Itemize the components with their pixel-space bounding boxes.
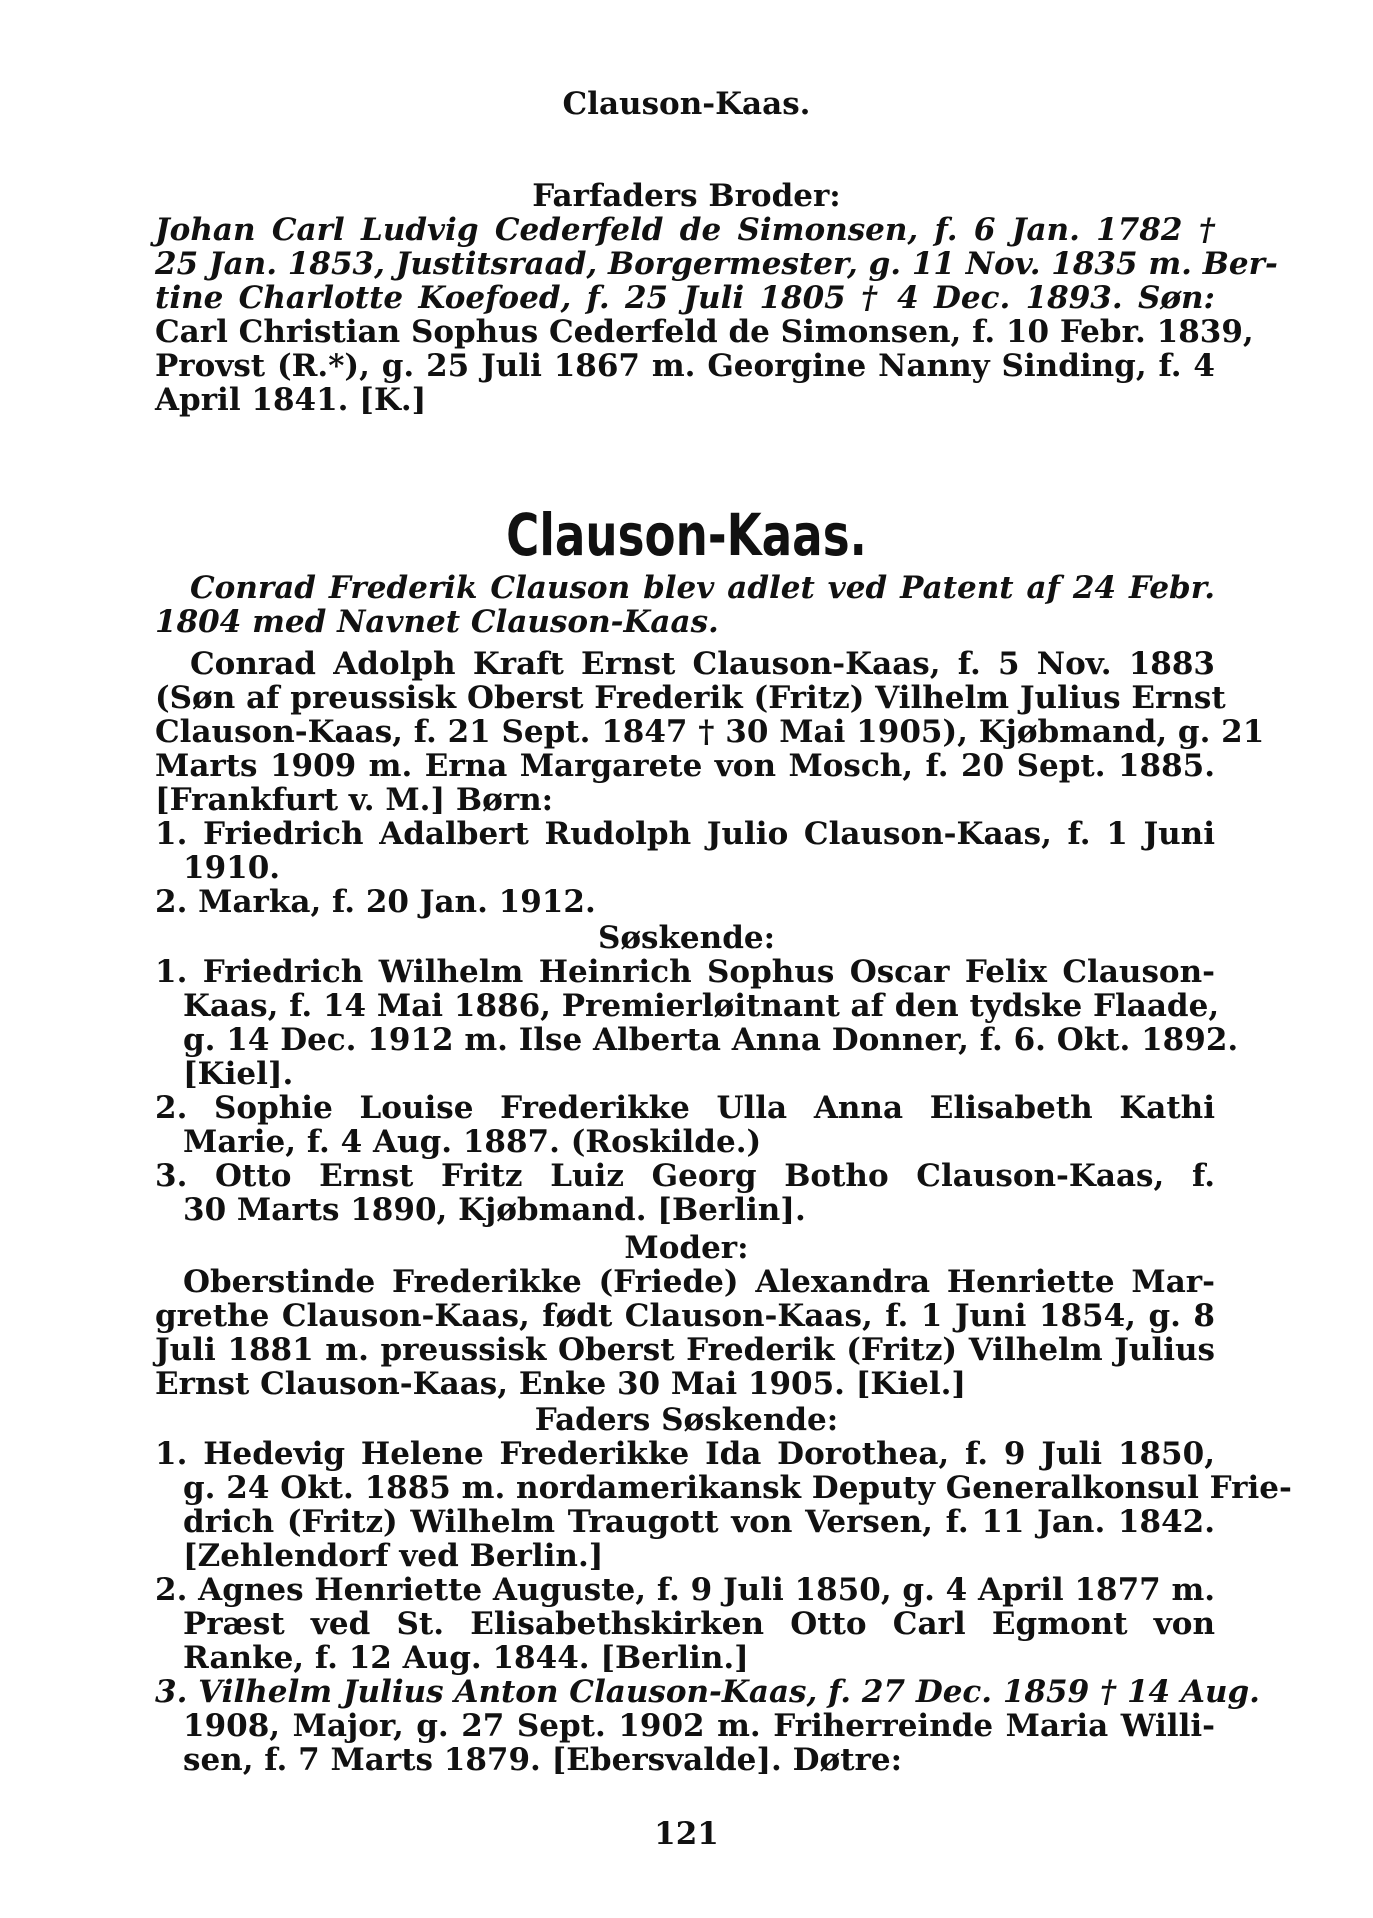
section-heading: Moder: xyxy=(624,1230,749,1266)
section-heading: Søskende: xyxy=(597,920,776,956)
intro-line: 1804 med Navnet Clauson-Kaas. xyxy=(155,604,719,640)
text-line: Carl Christian Sophus Cederfeld de Simonsen, f. 10 Febr. 1839, xyxy=(155,314,1254,350)
list-item: 2. Agnes Henriette Auguste, f. 9 Juli 1850, g. 4 April 1877 m. xyxy=(155,1572,1216,1608)
text-line: Marie, f. 4 Aug. 1887. (Roskilde.) xyxy=(183,1124,762,1160)
list-item: 1. Friedrich Wilhelm Heinrich Sophus Oscar Felix Clauson- xyxy=(155,954,1215,990)
section-heading: Farfaders Broder: xyxy=(532,178,841,214)
section-heading: Faders Søskende: xyxy=(534,1402,839,1438)
text-line: 1910. xyxy=(183,850,281,886)
text-line: Johan Carl Ludvig Cederfeld de Simonsen, f. 6 Jan. 1782 † xyxy=(155,212,1215,248)
text-line: 25 Jan. 1853, Justitsraad, Borgermester, g. 11 Nov. 1835 m. Ber- xyxy=(155,246,1278,282)
text-line: Conrad Adolph Kraft Ernst Clauson-Kaas, f. 5 Nov. 1883 xyxy=(190,646,1215,682)
text-line: Clauson-Kaas, f. 21 Sept. 1847 † 30 Mai 1905), Kjøbmand, g. 21 xyxy=(155,714,1265,750)
text-line: Ernst Clauson-Kaas, Enke 30 Mai 1905. [Kiel.] xyxy=(155,1366,967,1402)
list-item: 1. Hedevig Helene Frederikke Ida Dorothea, f. 9 Juli 1850, xyxy=(155,1436,1215,1472)
text-line: sen, f. 7 Marts 1879. [Ebersvalde]. Døtre: xyxy=(183,1742,903,1778)
text-line: April 1841. [K.] xyxy=(155,382,427,418)
text-line: 1908, Major, g. 27 Sept. 1902 m. Friherreinde Maria Willi- xyxy=(183,1708,1215,1744)
text-line: g. 14 Dec. 1912 m. Ilse Alberta Anna Donner, f. 6. Okt. 1892. xyxy=(183,1022,1239,1058)
text-line: Ranke, f. 12 Aug. 1844. [Berlin.] xyxy=(183,1640,749,1676)
text-line: Juli 1881 m. preussisk Oberst Frederik (Fritz) Vilhelm Julius xyxy=(155,1332,1215,1368)
list-item: 2. Sophie Louise Frederikke Ulla Anna Elisabeth Kathi xyxy=(155,1090,1215,1126)
text-line: g. 24 Okt. 1885 m. nordamerikansk Deputy Generalkonsul Frie- xyxy=(183,1470,1292,1506)
text-line: (Søn af preussisk Oberst Frederik (Fritz) Vilhelm Julius Ernst xyxy=(155,680,1226,716)
text-line: grethe Clauson-Kaas, født Clauson-Kaas, f. 1 Juni 1854, g. 8 xyxy=(155,1298,1215,1334)
list-item: 2. Marka, f. 20 Jan. 1912. xyxy=(155,884,596,920)
text-line: drich (Fritz) Wilhelm Traugott von Versen, f. 11 Jan. 1842. xyxy=(183,1504,1215,1540)
text-line: [Kiel]. xyxy=(183,1056,294,1092)
list-item: 1. Friedrich Adalbert Rudolph Julio Clauson-Kaas, f. 1 Juni xyxy=(155,816,1215,852)
list-item: 3. Otto Ernst Fritz Luiz Georg Botho Clauson-Kaas, f. xyxy=(155,1158,1215,1194)
list-item: 3. Vilhelm Julius Anton Clauson-Kaas, f. 27 Dec. 1859 † 14 Aug. xyxy=(155,1674,1260,1710)
text-line: Marts 1909 m. Erna Margarete von Mosch, f. 20 Sept. 1885. xyxy=(155,748,1215,784)
text-line: Kaas, f. 14 Mai 1886, Premierløitnant af den tydske Flaade, xyxy=(183,988,1220,1024)
page-title: Clauson-Kaas. xyxy=(506,501,867,569)
text-line: [Frankfurt v. M.] Børn: xyxy=(155,782,554,818)
text-line: 30 Marts 1890, Kjøbmand. [Berlin]. xyxy=(183,1192,806,1228)
running-head: Clauson-Kaas. xyxy=(562,86,811,122)
text-line: tine Charlotte Koefoed, f. 25 Juli 1805 † 4 Dec. 1893. Søn: xyxy=(155,280,1215,316)
text-line: [Zehlendorf ved Berlin.] xyxy=(183,1538,604,1574)
text-line: Oberstinde Frederikke (Friede) Alexandra Henriette Mar- xyxy=(183,1264,1215,1300)
text-line: Præst ved St. Elisabethskirken Otto Carl Egmont von xyxy=(183,1606,1215,1642)
page-number: 121 xyxy=(654,1816,719,1852)
text-line: Provst (R.*), g. 25 Juli 1867 m. Georgine Nanny Sinding, f. 4 xyxy=(155,348,1215,384)
intro-line: Conrad Frederik Clauson blev adlet ved Patent af 24 Febr. xyxy=(190,570,1215,606)
